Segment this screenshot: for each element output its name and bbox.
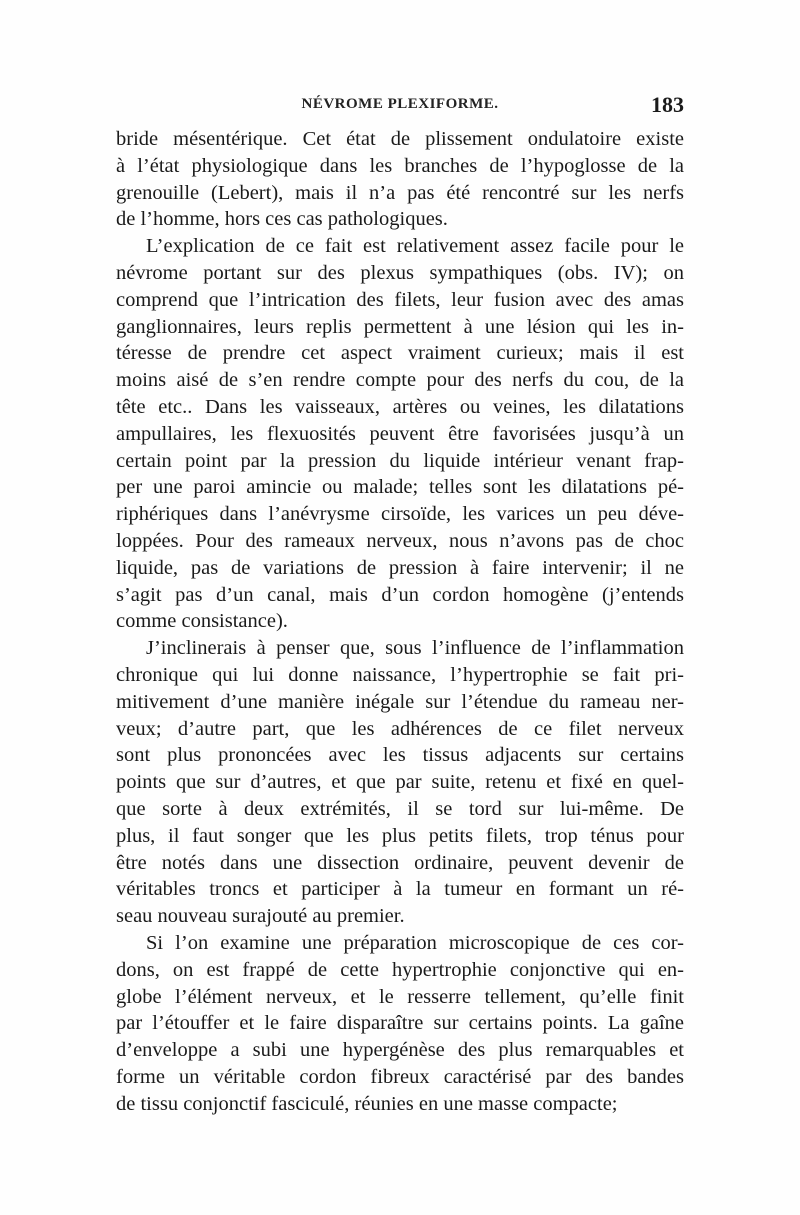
text-line: par l’étouffer et le faire disparaître sur certains points. La gaîne xyxy=(116,1012,684,1035)
text-line: téresse de prendre cet aspect vraiment curieux; mais il est xyxy=(116,342,684,365)
text-line: à l’état physiologique dans les branches de l’hypoglosse de la xyxy=(116,154,684,177)
text-line: mitivement d’une manière inégale sur l’étendue du rameau ner- xyxy=(116,690,684,713)
running-title: NÉVROME PLEXIFORME. xyxy=(301,96,499,112)
text-line: bride mésentérique. Cet état de plissement ondulatoire existe xyxy=(116,128,684,150)
text-line: ganglionnaires, leurs replis permettent à une lésion qui les in- xyxy=(116,315,684,338)
text-line: tête etc.. Dans les vaisseaux, artères ou veines, les dilatations xyxy=(116,395,684,418)
text-line: que sorte à deux extrémités, il se tord sur lui-même. De xyxy=(116,797,684,820)
text-line: comprend que l’intrication des filets, leur fusion avec des amas xyxy=(116,288,684,311)
text-line: per une paroi amincie ou malade; telles sont les dilatations pé- xyxy=(116,476,684,499)
text-line: plus, il faut songer que les plus petits filets, trop ténus pour xyxy=(116,824,684,847)
text-line: moins aisé de s’en rendre compte pour des nerfs du cou, de la xyxy=(116,369,684,392)
text-line: comme consistance). xyxy=(116,610,288,633)
body-text xyxy=(116,126,684,1117)
text-line: s’agit pas d’un canal, mais d’un cordon homogène (j’entends xyxy=(116,583,684,606)
text-line: forme un véritable cordon fibreux caractérisé par des bandes xyxy=(116,1065,684,1088)
text-line: chronique qui lui donne naissance, l’hypertrophie se fait pri- xyxy=(116,663,684,686)
text-line: ampullaires, les flexuosités peuvent être favorisées jusqu’à un xyxy=(116,422,684,445)
text-line: liquide, pas de variations de pression à faire intervenir; il ne xyxy=(116,556,684,579)
text-line: seau nouveau surajouté au premier. xyxy=(116,905,405,928)
page-number: 183 xyxy=(651,92,684,117)
text-line: riphériques dans l’anévrysme cirsoïde, les varices un peu déve- xyxy=(116,503,684,526)
text-line: grenouille (Lebert), mais il n’a pas été rencontré sur les nerfs xyxy=(116,181,684,204)
running-head xyxy=(116,92,684,120)
text-line: globe l’élément nerveux, et le resserre tellement, qu’elle finit xyxy=(116,985,684,1008)
text-line: dons, on est frappé de cette hypertrophie conjonctive qui en- xyxy=(116,958,684,981)
text-line: être notés dans une dissection ordinaire, peuvent devenir de xyxy=(116,851,684,874)
text-line: loppées. Pour des rameaux nerveux, nous n’avons pas de choc xyxy=(116,529,684,552)
text-line: de l’homme, hors ces cas pathologiques. xyxy=(116,208,448,231)
text-line: de tissu conjonctif fasciculé, réunies en une masse compacte; xyxy=(116,1092,618,1115)
text-line: veux; d’autre part, que les adhérences de ce filet nerveux xyxy=(116,717,684,740)
text-line: névrome portant sur des plexus sympathiques (obs. IV); on xyxy=(116,261,684,284)
text-line: L’explication de ce fait est relativement assez facile pour le xyxy=(146,235,684,258)
text-line: certain point par la pression du liquide intérieur venant frap- xyxy=(116,449,684,472)
text-line: Si l’on examine une préparation microscopique de ces cor- xyxy=(146,931,684,954)
text-line: points que sur d’autres, et que par suite, retenu et fixé en quel- xyxy=(116,771,684,794)
text-line: d’enveloppe a subi une hypergénèse des plus remarquables et xyxy=(116,1039,684,1062)
text-line: sont plus prononcées avec les tissus adjacents sur certains xyxy=(116,744,684,767)
text-line: J’inclinerais à penser que, sous l’influence de l’inflammation xyxy=(146,637,684,660)
text-line: véritables troncs et participer à la tumeur en formant un ré- xyxy=(116,878,684,901)
